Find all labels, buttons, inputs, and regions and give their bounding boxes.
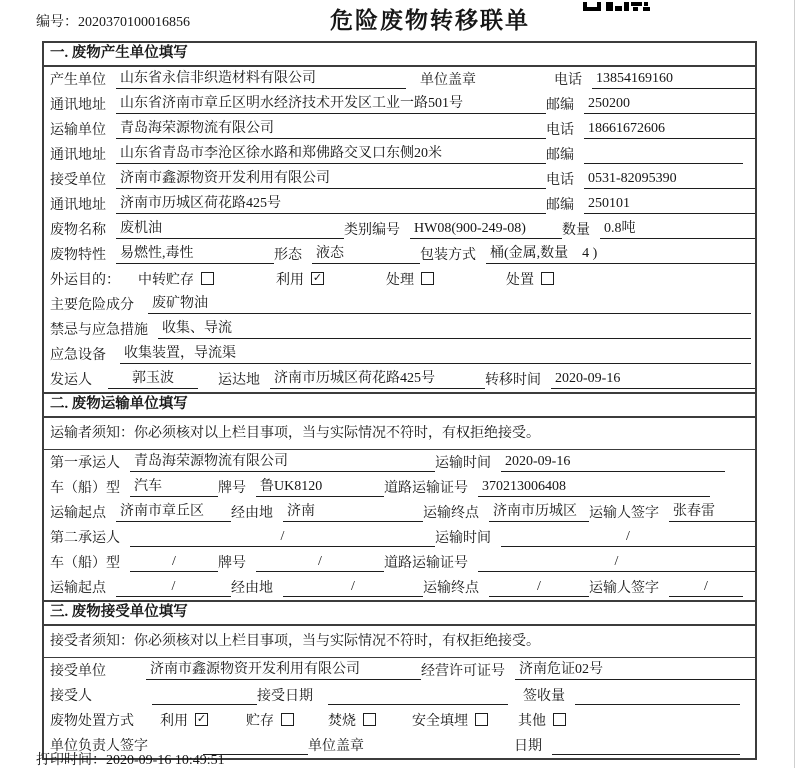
field-value (328, 687, 508, 705)
field-value: / (256, 553, 384, 572)
section-header: 二. 废物运输单位填写 (44, 394, 755, 418)
field-value: 郭玉波 (108, 370, 198, 389)
field-label: 电话 (546, 173, 574, 188)
field-label: 车（船）型 (50, 481, 120, 496)
field-label: 运输终点 (423, 581, 479, 596)
field-value: / (283, 578, 423, 597)
field-value: 济南市历城区荷花路425号 (116, 195, 546, 214)
form-row (44, 67, 755, 92)
field-value: 2020-09-16 (551, 370, 755, 389)
field-value: 0.8吨 (600, 220, 755, 239)
form-row (44, 192, 755, 217)
field-label: 签收量 (523, 689, 565, 704)
field-value: / (501, 528, 755, 547)
checkbox-option (160, 710, 208, 730)
form-row (44, 683, 755, 708)
checkbox-option (138, 269, 214, 289)
form-row (44, 525, 755, 550)
field-label: 废物特性 (50, 248, 106, 263)
checkbox-label: 处理 (386, 273, 414, 288)
field-value: 济南市章丘区 (116, 503, 231, 522)
field-value: / (489, 578, 589, 597)
field-label: 邮编 (546, 198, 574, 213)
checkbox-option (518, 710, 566, 730)
checkbox-label: 焚烧 (328, 714, 356, 729)
field-value: 18661672606 (584, 120, 755, 139)
field-label: 日期 (514, 739, 542, 754)
field-value: 济南市历城区 (489, 503, 589, 522)
field-label: 电话 (554, 73, 582, 88)
field-label: 通讯地址 (50, 98, 106, 113)
form-row (44, 475, 755, 500)
field-label: 第一承运人 (50, 456, 120, 471)
checkbox-label: 其他 (518, 714, 546, 729)
field-value: 0531-82095390 (584, 170, 755, 189)
field-value (575, 687, 740, 705)
field-label: 主要危险成分 (50, 298, 134, 313)
field-value: 山东省济南市章丘区明水经济技术开发区工业一路501号 (116, 95, 546, 114)
field-label: 运输终点 (423, 506, 479, 521)
field-label: 禁忌与应急措施 (50, 323, 148, 338)
form-section-1 (44, 43, 755, 392)
field-label: 接受单位 (50, 664, 106, 679)
field-value: / (478, 553, 755, 572)
field-value: 收集、导流 (158, 320, 751, 339)
field-label: 道路运输证号 (384, 481, 468, 496)
form-row (44, 500, 755, 525)
field-value: 废矿物油 (148, 295, 751, 314)
field-label: 发运人 (50, 373, 92, 388)
field-value (152, 687, 257, 705)
field-label: 牌号 (218, 556, 246, 571)
field-label: 形态 (274, 248, 302, 263)
checkbox-label: 安全填埋 (412, 714, 468, 729)
checkbox-option (328, 710, 376, 730)
checkbox-option (246, 710, 294, 730)
field-label: 运输时间 (435, 456, 491, 471)
checkbox-label: 利用 (276, 273, 304, 288)
form-row (44, 92, 755, 117)
form-row (44, 267, 755, 292)
field-value: 济南 (283, 503, 423, 522)
field-value: / (130, 553, 218, 572)
field-label: 电话 (546, 123, 574, 138)
field-label: 接受日期 (257, 689, 313, 704)
checkbox-unchecked-icon (553, 713, 566, 726)
field-label: 运输起点 (50, 506, 106, 521)
field-value: 易燃性,毒性 (116, 245, 274, 264)
serial-label: 编号： (36, 15, 78, 30)
field-value: 鲁UK8120 (256, 478, 384, 497)
field-value: 济南市鑫源物资开发利用有限公司 (116, 170, 546, 189)
checkbox-unchecked-icon (541, 272, 554, 285)
field-value: 收集装置，导流渠 (120, 345, 751, 364)
field-value: 济南市鑫源物资开发利用有限公司 (146, 661, 421, 680)
field-value: / (130, 528, 435, 547)
field-label: 转移时间 (485, 373, 541, 388)
checkbox-label: 处置 (506, 273, 534, 288)
field-label: 道路运输证号 (384, 556, 468, 571)
field-label: 第二承运人 (50, 531, 120, 546)
field-label: 运输人签字 (589, 581, 659, 596)
field-value: 山东省永信非织造材料有限公司 (116, 70, 406, 89)
field-label: 运输人签字 (589, 506, 659, 521)
checkbox-label: 中转贮存 (138, 273, 194, 288)
field-value: 液态 (312, 245, 420, 264)
form-row (44, 167, 755, 192)
field-value: 济南市历城区荷花路425号 (270, 370, 485, 389)
checkbox-label: 贮存 (246, 714, 274, 729)
field-value: 济南危证02号 (515, 661, 755, 680)
page-title: 危险废物转移联单 (330, 8, 530, 33)
checkbox-unchecked-icon (363, 713, 376, 726)
checkbox-label: 利用 (160, 714, 188, 729)
form-row (44, 317, 755, 342)
form-row (44, 575, 755, 600)
section-notice: 运输者须知：你必须核对以上栏目事项，当与实际情况不符时，有权拒绝接受。 (44, 418, 755, 450)
field-label: 运输单位 (50, 123, 106, 138)
field-value: HW08(900-249-08) (410, 220, 562, 239)
section-header: 一. 废物产生单位填写 (44, 43, 755, 67)
form-section-2 (44, 392, 755, 600)
print-timestamp: 打印时间：2020-09-16 10:49:51 (36, 753, 225, 768)
field-value: 张春雷 (669, 503, 755, 522)
field-value: 废机油 (116, 220, 344, 239)
field-label: 邮编 (546, 148, 574, 163)
field-label: 通讯地址 (50, 198, 106, 213)
form-row (44, 292, 755, 317)
checkbox-unchecked-icon (421, 272, 434, 285)
field-label: 产生单位 (50, 73, 106, 88)
field-label: 包装方式 (420, 248, 476, 263)
checkbox-unchecked-icon (475, 713, 488, 726)
field-value: 桶(金属,数量 4 ) (486, 245, 755, 264)
field-label: 废物处置方式 (50, 714, 134, 729)
field-value: 250101 (584, 195, 755, 214)
field-value: 青岛海荣源物流有限公司 (116, 120, 546, 139)
field-label: 经由地 (231, 581, 273, 596)
form-row (44, 708, 755, 733)
field-label: 接受人 (50, 689, 92, 704)
field-label: 应急设备 (50, 348, 106, 363)
field-value (584, 146, 743, 164)
field-label: 接受单位 (50, 173, 106, 188)
form-row (44, 342, 755, 367)
checkbox-checked-icon: ✓ (196, 711, 207, 725)
field-label: 运输时间 (435, 531, 491, 546)
field-label: 邮编 (546, 98, 574, 113)
checkbox-unchecked-icon (281, 713, 294, 726)
form-row (44, 550, 755, 575)
page-right-edge-divider (794, 0, 795, 768)
field-label: 车（船）型 (50, 556, 120, 571)
checkbox-unchecked-icon (201, 272, 214, 285)
static-text: 单位盖章 (420, 73, 476, 88)
checkbox-option (386, 269, 434, 289)
form-row (44, 367, 755, 392)
field-value: 山东省青岛市李沧区徐水路和郑佛路交叉口东侧20米 (116, 145, 546, 164)
serial-value: 2020370100016856 (78, 15, 190, 30)
form-row (44, 117, 755, 142)
form-row (44, 217, 755, 242)
field-label: 数量 (562, 223, 590, 238)
field-label: 外运目的： (50, 273, 120, 288)
manifest-serial-number (36, 11, 190, 31)
field-value: 汽车 (130, 478, 218, 497)
section-notice: 接受者须知：你必须核对以上栏目事项，当与实际情况不符时，有权拒绝接受。 (44, 626, 755, 658)
field-label: 类别编号 (344, 223, 400, 238)
field-value: 2020-09-16 (501, 453, 725, 472)
field-label: 单位盖章 (308, 739, 364, 754)
field-label: 牌号 (218, 481, 246, 496)
field-value: 青岛海荣源物流有限公司 (130, 453, 435, 472)
checkbox-option (412, 710, 488, 730)
checkbox-option (276, 269, 324, 289)
field-value (552, 737, 740, 755)
checkbox-checked-icon: ✓ (312, 270, 323, 284)
field-label: 废物名称 (50, 223, 106, 238)
qr-code-fragment-icon (580, 0, 650, 16)
form-row (44, 658, 755, 683)
page-header (0, 0, 796, 41)
form-row (44, 450, 755, 475)
field-value: 13854169160 (592, 70, 755, 89)
field-label: 经由地 (231, 506, 273, 521)
field-value: / (116, 578, 231, 597)
section-header: 三. 废物接受单位填写 (44, 602, 755, 626)
field-label: 经营许可证号 (421, 664, 505, 679)
form-table (42, 41, 757, 760)
field-label: 通讯地址 (50, 148, 106, 163)
field-label: 运达地 (218, 373, 260, 388)
field-value: 370213006408 (478, 478, 710, 497)
field-value: 250200 (584, 95, 755, 114)
form-row (44, 242, 755, 267)
field-label: 单位负责人签字 (50, 739, 148, 754)
form-row (44, 142, 755, 167)
form-section-3 (44, 600, 755, 758)
field-value: / (669, 578, 743, 597)
field-label: 运输起点 (50, 581, 106, 596)
checkbox-option (506, 269, 554, 289)
